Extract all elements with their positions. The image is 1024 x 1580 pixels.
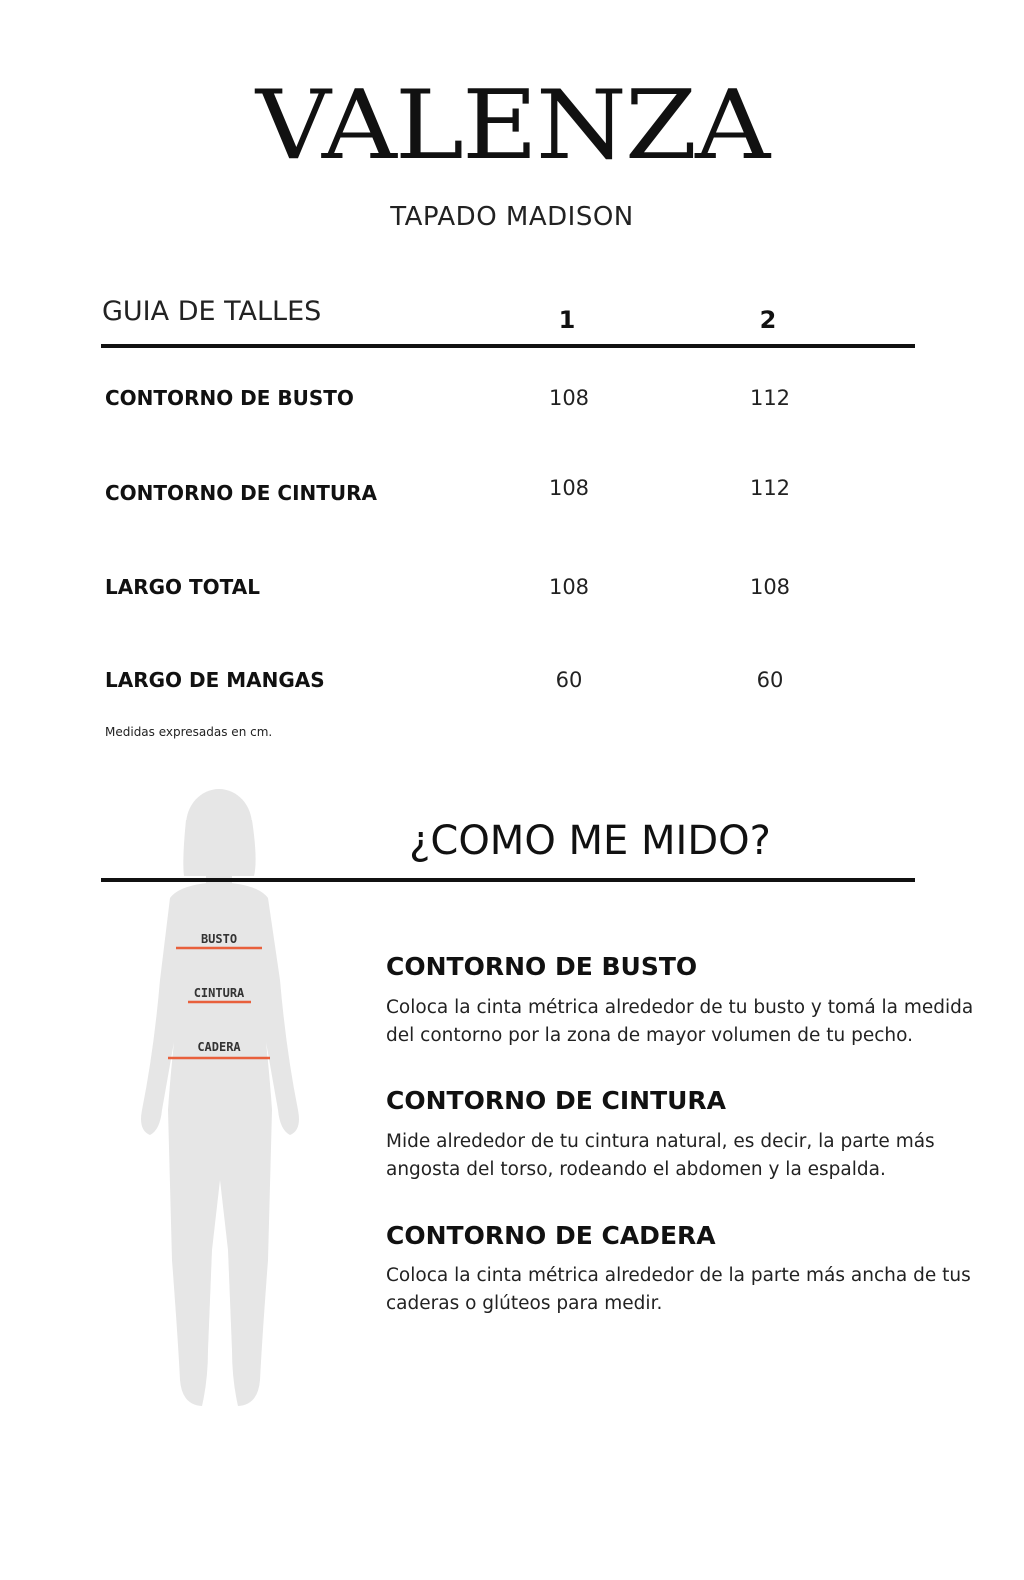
section-title-hip: CONTORNO DE CADERA — [386, 1221, 716, 1250]
section-text-bust: Coloca la cinta métrica alrededor de tu busto y tomá la medida del contorno por la zona de mayor volumen de tu pecho. — [386, 997, 974, 1046]
figure-label-bust: BUSTO — [200, 932, 238, 946]
cell-total-length-size-2: 108 — [749, 575, 791, 599]
table-header-rule — [101, 344, 915, 348]
product-name: TAPADO MADISON — [390, 202, 634, 232]
brand-logo: VALENZA — [255, 68, 769, 182]
figure-label-waist: CINTURA — [193, 986, 245, 1000]
cell-total-length-size-1: 108 — [548, 575, 590, 599]
cell-sleeve-length-size-2: 60 — [756, 668, 784, 692]
cell-waist-size-2: 112 — [749, 476, 791, 500]
size-column-2: 2 — [759, 306, 777, 334]
row-label-total-length: LARGO TOTAL — [105, 575, 260, 599]
cell-waist-size-1: 108 — [548, 476, 590, 500]
body-silhouette — [120, 780, 320, 1420]
figure-label-hip: CADERA — [197, 1040, 241, 1054]
row-label-sleeve-length: LARGO DE MANGAS — [105, 668, 325, 692]
section-title-bust: CONTORNO DE BUSTO — [386, 952, 698, 981]
size-guide-title: GUIA DE TALLES — [102, 296, 322, 327]
units-note: Medidas expresadas en cm. — [105, 725, 273, 739]
how-to-measure-title: ¿COMO ME MIDO? — [409, 818, 771, 864]
row-label-waist: CONTORNO DE CINTURA — [105, 481, 378, 505]
section-text-hip: Coloca la cinta métrica alrededor de la parte más ancha de tus caderas o glúteos para medir. — [386, 1265, 971, 1314]
how-to-rule — [101, 878, 915, 882]
section-text-waist: Mide alrededor de tu cintura natural, es decir, la parte más angosta del torso, rodeando el abdomen y la espalda. — [386, 1131, 935, 1180]
cell-sleeve-length-size-1: 60 — [555, 668, 583, 692]
cell-bust-size-1: 108 — [548, 386, 590, 410]
cell-bust-size-2: 112 — [749, 386, 791, 410]
row-label-bust: CONTORNO DE BUSTO — [105, 386, 354, 410]
section-title-waist: CONTORNO DE CINTURA — [386, 1086, 727, 1115]
size-column-1: 1 — [558, 306, 576, 334]
